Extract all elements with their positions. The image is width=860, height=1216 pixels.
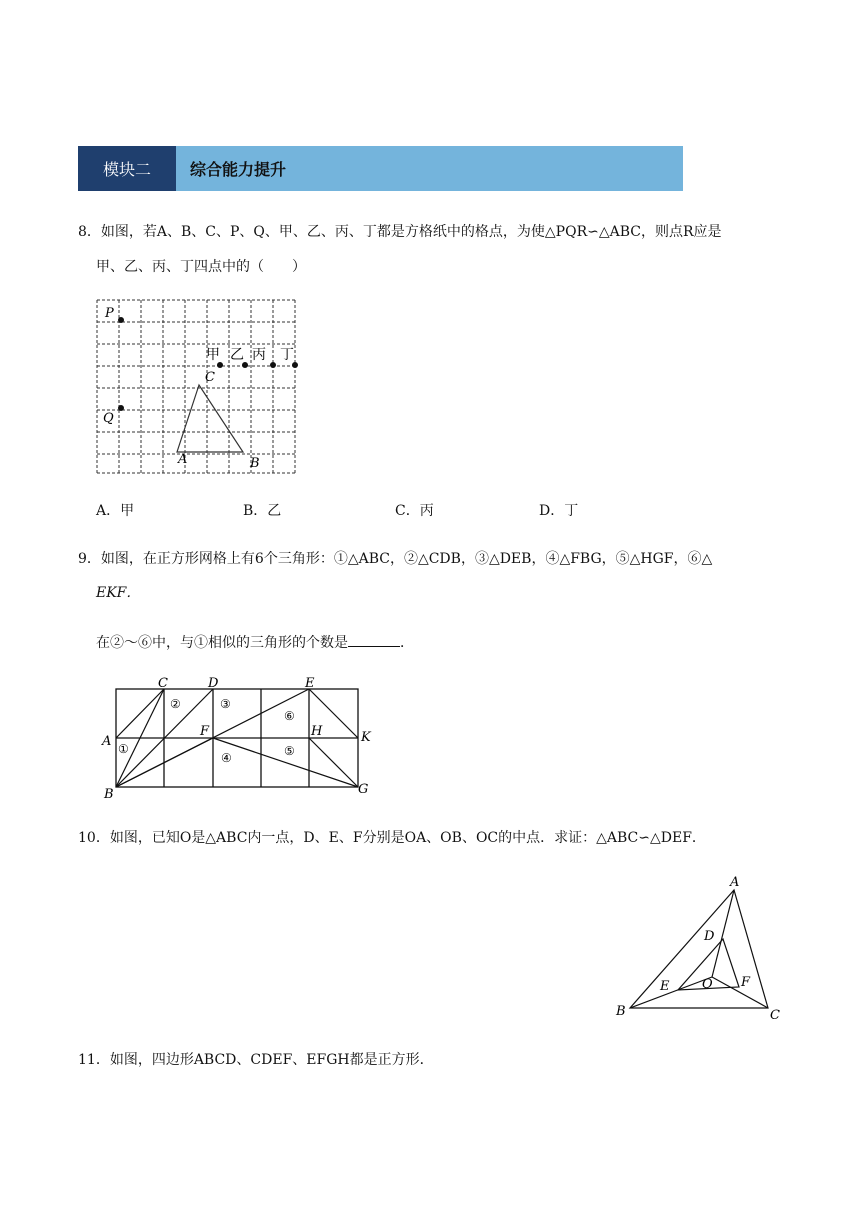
module-banner	[78, 146, 683, 191]
q9-text-line2: EKF．	[96, 585, 141, 601]
module-title: 综合能力提升	[176, 146, 683, 191]
q9-label-a: A	[102, 734, 112, 749]
q9-answer-blank[interactable]	[348, 632, 400, 647]
q10-label-c: C	[770, 1008, 780, 1023]
q9-num-4: ④	[221, 751, 232, 765]
q10-label-f: F	[741, 975, 751, 990]
q10-text-line1: 10．如图，已知O是△ABC内一点，D、E、F分别是OA、OB、OC的中点．求证：△ABC∽△DEF．	[78, 830, 706, 846]
label-q: Q	[103, 411, 114, 426]
q8-text-line2: 甲、乙、丙、丁四点中的（ ）	[96, 259, 306, 275]
q8-option-d[interactable]: D．丁	[539, 503, 579, 519]
q10-label-o: O	[702, 977, 713, 992]
module-tag: 模块二	[78, 146, 176, 191]
q9-num-1: ①	[118, 742, 129, 756]
label-bing: 丙	[252, 347, 266, 363]
q9-figure	[100, 675, 380, 800]
q10-label-b: B	[616, 1004, 626, 1019]
q8-option-b[interactable]: B．乙	[243, 503, 282, 519]
q9-text-line1: 9．如图，在正方形网格上有6个三角形：①△ABC，②△CDB，③△DEB，④△FBG，⑤△HGF，⑥△	[78, 551, 713, 567]
q9-num-3: ③	[220, 697, 231, 711]
q9-label-h: H	[311, 724, 323, 739]
q8-grid	[97, 300, 295, 473]
q9-label-d: D	[208, 676, 219, 691]
label-a: A	[178, 452, 188, 467]
q10-figure	[612, 872, 792, 1024]
q10-label-d: D	[704, 929, 715, 944]
label-yi: 乙	[230, 347, 244, 363]
q9-label-b: B	[104, 787, 114, 800]
q8-text-line1: 8．如图，若A、B、C、P、Q、甲、乙、丙、丁都是方格纸中的格点，为使△PQR∽△ABC，则点R应是	[78, 224, 722, 240]
q9-prompt-end: ．	[400, 635, 414, 651]
q9-num-6: ⑥	[284, 709, 295, 723]
q10-label-a: A	[730, 875, 740, 890]
q8-option-c[interactable]: C．丙	[395, 503, 434, 519]
label-jia: 甲	[206, 347, 220, 363]
label-b: B	[250, 456, 260, 471]
q11-text-line1: 11．如图，四边形ABCD、CDEF、EFGH都是正方形．	[78, 1052, 434, 1068]
q9-label-f: F	[200, 724, 210, 739]
point-p	[118, 317, 124, 323]
label-p: P	[105, 306, 114, 321]
label-c: C	[205, 370, 215, 385]
q9-label-g: G	[358, 782, 369, 797]
q9-num-2: ②	[170, 697, 181, 711]
q9-label-c: C	[158, 676, 168, 691]
point-bing	[270, 362, 276, 368]
point-q	[118, 405, 124, 411]
q8-triangle-abc	[177, 385, 243, 452]
label-ding: 丁	[280, 347, 294, 363]
q9-text-line3	[96, 632, 414, 652]
q10-lines	[630, 890, 768, 1008]
q9-num-5: ⑤	[284, 744, 295, 758]
q9-label-k: K	[361, 730, 371, 745]
q8-figure	[90, 295, 310, 480]
q9-prompt: 在②～⑥中，与①相似的三角形的个数是	[96, 635, 348, 651]
q9-label-e: E	[305, 676, 315, 691]
q8-option-a[interactable]: A．甲	[96, 503, 135, 519]
q10-label-e: E	[660, 979, 670, 994]
